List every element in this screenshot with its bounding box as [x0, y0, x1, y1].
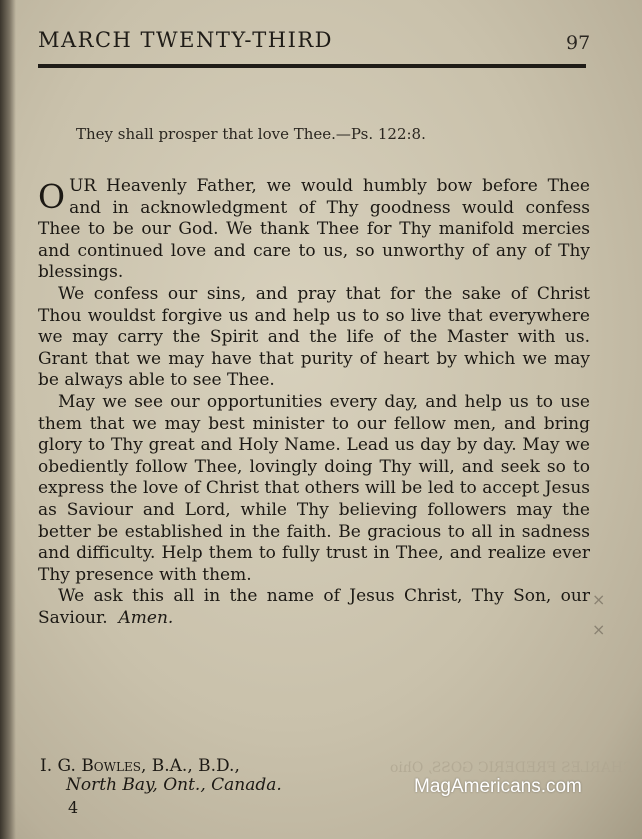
page-number: 97 [566, 32, 591, 54]
prayer-paragraph-1-text: UR Heavenly Father, we would humbly bow before Thee and in acknowledgment of Thy goodness would confess Thee to be our God. We thank Thee for Thy manifold mercies and continued love and care to us, so unworthy of any of Thy blessings. [38, 176, 590, 283]
pencil-mark-2: × [592, 620, 606, 639]
author-initials: I. G. [40, 756, 76, 776]
prayer-paragraph-1 [38, 176, 590, 284]
book-gutter [0, 0, 16, 839]
header-rule [38, 64, 586, 68]
bleed-through-text: CHARLES FREDERIC GOSS, Ohio [390, 760, 634, 776]
footer-number: 4 [68, 798, 79, 817]
drop-cap: O [38, 177, 66, 216]
amen: Amen. [118, 607, 174, 628]
prayer-paragraph-3: May we see our opportunities every day, and help us to use them that we may best minister to our fellow men, and bring glory to Thy great and Holy Name. Lead us day by day. May we obediently follow Thee, lovingly doing Thy will, and seek so to express the love of Christ that others will be led to accept Jesus as Saviour and Lord, while Thy believing followers may the better be established in the faith. Be gracious to all in sadness and difficulty. Help them to fully trust in Thee, and realize ever Thy presence with them. [38, 391, 590, 585]
prayer-text [38, 176, 590, 629]
prayer-paragraph-4-text: We ask this all in the name of Jesus Christ, Thy Son, our Saviour. [38, 586, 590, 628]
author-surname: Bowles [81, 756, 141, 776]
prayer-paragraph-4 [38, 586, 590, 629]
pencil-mark-1: × [592, 590, 606, 609]
watermark: MagAmericans.com [414, 776, 582, 797]
author-name [40, 756, 240, 776]
author-location: North Bay, Ont., Canada. [66, 775, 282, 795]
author-degrees: , B.A., B.D., [140, 756, 240, 776]
scripture-epigraph: They shall prosper that love Thee.—Ps. 122:8. [76, 125, 426, 143]
page-header-title: MARCH TWENTY-THIRD [38, 28, 334, 52]
prayer-paragraph-2: We confess our sins, and pray that for the sake of Christ Thou wouldst forgive us and help us to so live that everywhere we may carry the Spirit and the life of the Master with us. Grant that we may have that purity of heart by which we may be always able to see Thee. [38, 283, 590, 391]
